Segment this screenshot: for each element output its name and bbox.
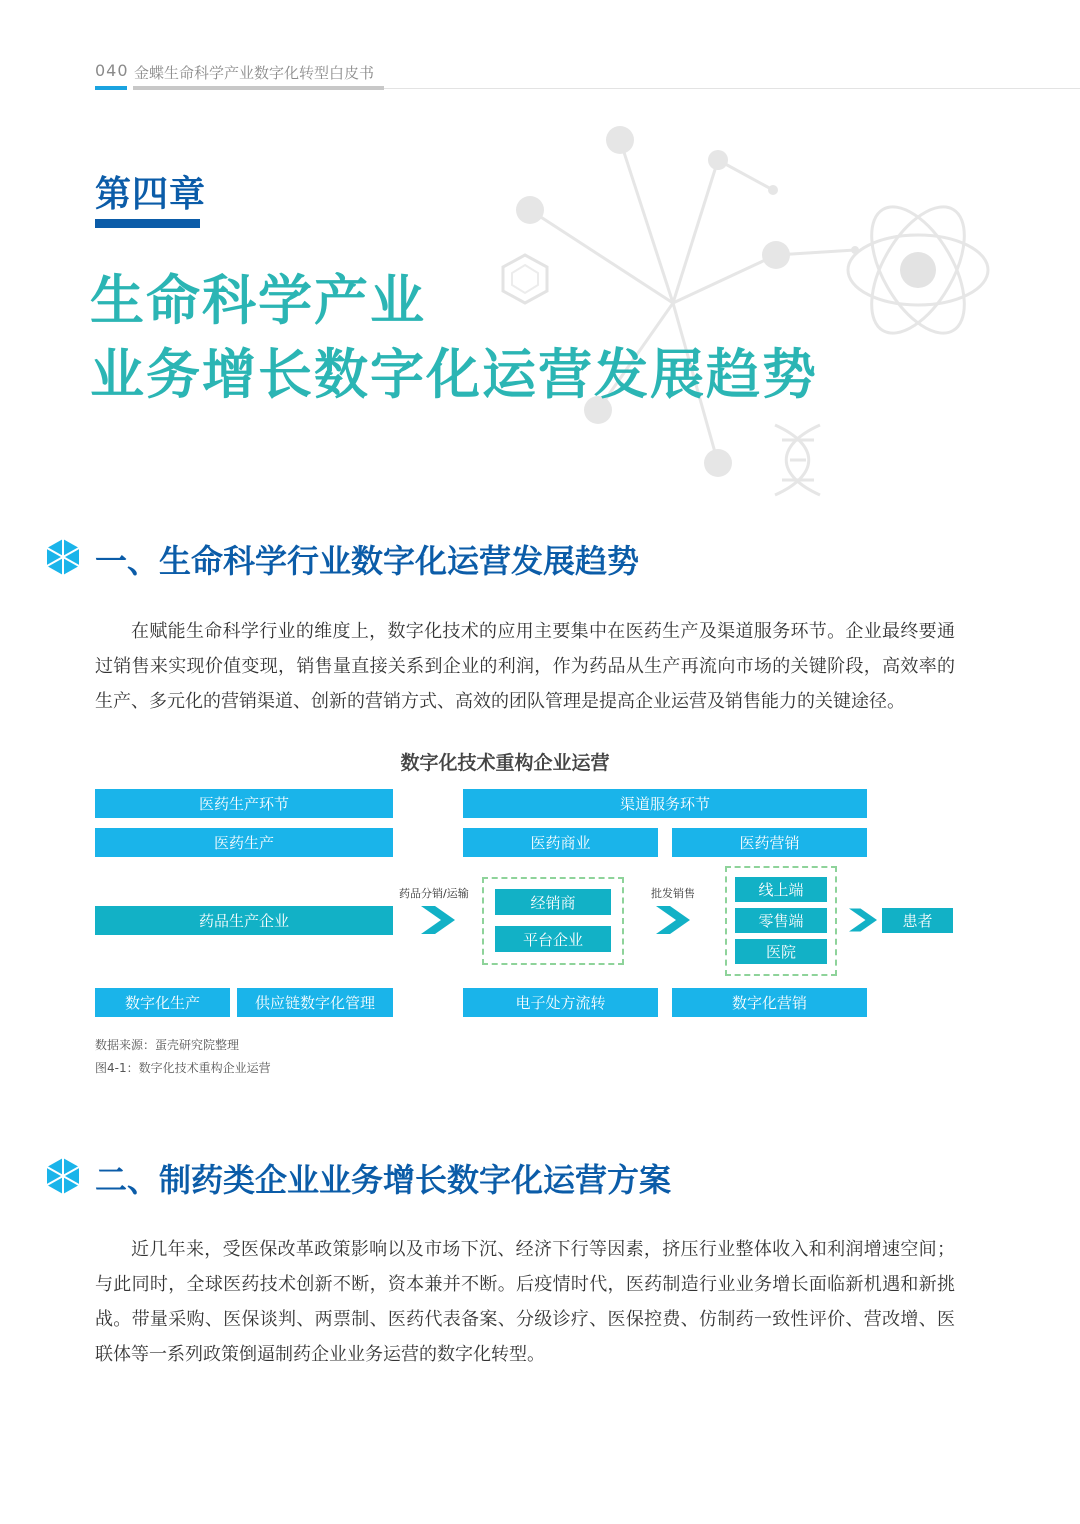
box-commerce: 医药商业 [463,828,658,857]
flow-label-distribution: 药品分销/运输 [399,887,469,900]
box-channel-stage: 渠道服务环节 [463,789,867,818]
flow-label-wholesale: 批发销售 [651,887,695,900]
box-retail: 零售端 [735,908,827,933]
box-digital-marketing: 数字化营销 [672,988,867,1017]
box-digital-production: 数字化生产 [95,988,230,1017]
header-divider [133,86,384,90]
chapter-title-line1: 生命科学产业 [90,269,426,332]
chevron-right-icon [849,906,877,934]
section1-paragraph-text: 在赋能生命科学行业的维度上，数字化技术的应用主要集中在医药生产及渠道服务环节。企业最终要通过销售来实现价值变现，销售量直接关系到企业的利润，作为药品从生产再流向市场的关键阶段，高效率的生产、多元化的营销渠道、创新的营销方式、高效的团队管理是提高企业运营及销售能力的关键途径。 [95,621,955,712]
box-e-prescription: 电子处方流转 [463,988,658,1017]
figure-source: 数据来源：蛋壳研究院整理 [95,1038,240,1052]
header-divider-thin [384,88,1080,89]
header-accent-line [95,86,127,90]
section2-heading: 二、制药类企业业务增长数字化运营方案 [95,1161,672,1199]
molecule-illustration [490,115,1010,505]
box-marketing: 医药营销 [672,828,867,857]
figure-caption: 图4-1：数字化技术重构企业运营 [95,1061,271,1075]
box-distributor: 经销商 [495,889,611,915]
figure-title: 数字化技术重构企业运营 [400,752,610,774]
box-online: 线上端 [735,877,827,902]
hexagon-icon [46,538,80,576]
page-number: 040 [95,61,129,80]
box-manufacturer: 药品生产企业 [95,906,393,935]
section2-paragraph-text: 近几年来，受医保改革政策影响以及市场下沉、经济下行等因素，挤压行业整体收入和利润增速空间；与此同时，全球医药技术创新不断，资本兼并不断。后疫情时代，医药制造行业业务增长面临新机遇和新挑战。带量采购、医保谈判、两票制、医药代表备案、分级诊疗、医保控费、仿制药一致性评价、营改增、医联体等一系列政策倒逼制药企业业务运营的数字化转型。 [95,1239,955,1365]
chevron-right-icon [421,906,455,934]
running-header-title: 金蝶生命科学产业数字化转型白皮书 [134,64,375,82]
hexagon-icon [46,1157,80,1195]
section1-paragraph [95,614,955,719]
box-patient: 患者 [882,908,953,933]
box-platform: 平台企业 [495,926,611,952]
box-supply-chain: 供应链数字化管理 [237,988,393,1017]
section1-heading: 一、生命科学行业数字化运营发展趋势 [95,542,640,580]
box-production-stage: 医药生产环节 [95,789,393,818]
box-production: 医药生产 [95,828,393,857]
chapter-label: 第四章 [95,174,207,215]
section2-paragraph [95,1232,955,1372]
chapter-title-line2: 业务增长数字化运营发展趋势 [90,343,818,406]
chapter-underline [95,219,200,228]
chevron-right-icon [656,906,690,934]
box-hospital: 医院 [735,939,827,964]
